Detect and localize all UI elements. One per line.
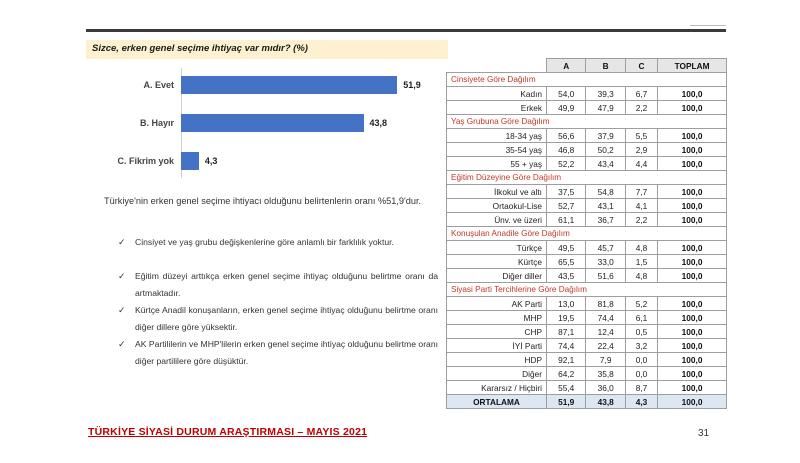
report-title: TÜRKİYE SİYASİ DURUM ARAŞTIRMASI – MAYIS 2021 (88, 426, 368, 438)
section-title: Siyasi Parti Tercihlerine Göre Dağılım (447, 283, 727, 297)
cell-a: 43,5 (547, 269, 586, 283)
row-label: Erkek (447, 101, 547, 115)
cell-a: 64,2 (547, 367, 586, 381)
cell-b: 74,4 (586, 311, 625, 325)
cell-c: 4,1 (625, 199, 657, 213)
table-row (447, 339, 727, 353)
header-b: B (586, 59, 625, 73)
header-tail (690, 25, 726, 29)
row-label: Ortaokul-Lise (447, 199, 547, 213)
cell-c: 6,1 (625, 311, 657, 325)
row-label: HDP (447, 353, 547, 367)
breakdown-table (446, 58, 727, 409)
table-header-row (447, 59, 727, 73)
cell-b: 50,2 (586, 143, 625, 157)
row-label: MHP (447, 311, 547, 325)
question-box (86, 40, 448, 59)
findings-list (118, 234, 438, 370)
bar-category-label: A. Evet (143, 80, 174, 90)
top-rule (86, 29, 726, 32)
bar (181, 114, 364, 132)
cell-c: 0,0 (625, 353, 657, 367)
row-label: AK Parti (447, 297, 547, 311)
bar-category-label: C. Fikrim yok (117, 156, 174, 166)
cell-a: 46,8 (547, 143, 586, 157)
table-row (447, 367, 727, 381)
cell-a: 49,9 (547, 101, 586, 115)
finding-text: Cinsiyet ve yaş grubu değişkenlerine göre anlamlı bir farklılık yoktur. (135, 237, 394, 247)
cell-b: 43,1 (586, 199, 625, 213)
cell-a: 55,4 (547, 381, 586, 395)
table-row (447, 325, 727, 339)
bar-value-label: 4,3 (204, 156, 218, 166)
finding-item (118, 302, 438, 336)
finding-text: AK Partililerin ve MHP'lilerin erken genel seçime ihtiyaç olduğunu belirtme oranı diğer partililere göre düşüktür. (135, 339, 438, 366)
section-row (447, 73, 727, 87)
cell-b: 37,9 (586, 129, 625, 143)
cell-a: 19,5 (547, 311, 586, 325)
cell-a: 49,5 (547, 241, 586, 255)
finding-text: Eğitim düzeyi arttıkça erken genel seçime ihtiyaç olduğunu belirtme oranı da artmaktadır. (135, 271, 438, 298)
cell-total: 100,0 (658, 297, 727, 311)
page-number: 31 (698, 428, 710, 439)
table-row (447, 87, 727, 101)
cell-a: 56,6 (547, 129, 586, 143)
cell-total: 100,0 (658, 367, 727, 381)
cell-c: 0,0 (625, 367, 657, 381)
cell-c: 7,7 (625, 185, 657, 199)
cell-b: 39,3 (586, 87, 625, 101)
table-row (447, 241, 727, 255)
section-title: Konuşulan Anadile Göre Dağılım (447, 227, 727, 241)
row-label: Kadın (447, 87, 547, 101)
cell-a: 74,4 (547, 339, 586, 353)
cell-b: 7,9 (586, 353, 625, 367)
table-row (447, 213, 727, 227)
cell-total: 100,0 (658, 199, 727, 213)
cell-c: 3,2 (625, 339, 657, 353)
header-total: TOPLAM (658, 59, 727, 73)
cell-c: 8,7 (625, 381, 657, 395)
cell-total: 100,0 (658, 241, 727, 255)
cell-b: 81,8 (586, 297, 625, 311)
row-label: Türkçe (447, 241, 547, 255)
cell-b: 54,8 (586, 185, 625, 199)
cell-total: 100,0 (658, 101, 727, 115)
summary-text: Türkiye'nin erken genel seçime ihtiyacı olduğunu belirtenlerin oranı %51,9'dur. (104, 196, 422, 206)
section-row (447, 283, 727, 297)
table-row (447, 157, 727, 171)
average-row (447, 395, 727, 409)
cell-total: 100,0 (658, 311, 727, 325)
table-row (447, 269, 727, 283)
row-label: 18-34 yaş (447, 129, 547, 143)
cell-b: 51,6 (586, 269, 625, 283)
table-row (447, 311, 727, 325)
cell-b: 35,8 (586, 367, 625, 381)
cell-a: 37,5 (547, 185, 586, 199)
cell-c: 5,2 (625, 297, 657, 311)
average-c: 4,3 (625, 395, 657, 409)
cell-a: 65,5 (547, 255, 586, 269)
header-c: C (625, 59, 657, 73)
header-blank (447, 59, 547, 73)
table-row (447, 381, 727, 395)
question-title: Sizce, erken genel seçime ihtiyaç var mıdır? (%) (92, 43, 308, 54)
row-label: İYİ Parti (447, 339, 547, 353)
section-row (447, 171, 727, 185)
table-row (447, 255, 727, 269)
bar-category-label: B. Hayır (139, 118, 174, 128)
cell-total: 100,0 (658, 213, 727, 227)
cell-a: 13,0 (547, 297, 586, 311)
cell-a: 52,7 (547, 199, 586, 213)
row-label: Kürtçe (447, 255, 547, 269)
table-row (447, 199, 727, 213)
cell-total: 100,0 (658, 87, 727, 101)
section-title: Cinsiyete Göre Dağılım (447, 73, 727, 87)
row-label: Kararsız / Hiçbiri (447, 381, 547, 395)
cell-total: 100,0 (658, 157, 727, 171)
check-icon: ✓ (118, 305, 126, 315)
bar (181, 152, 199, 170)
cell-total: 100,0 (658, 381, 727, 395)
row-label: 35-54 yaş (447, 143, 547, 157)
section-title: Eğitim Düzeyine Göre Dağılım (447, 171, 727, 185)
finding-item (118, 336, 438, 370)
cell-a: 92,1 (547, 353, 586, 367)
finding-item (118, 268, 438, 302)
cell-a: 54,0 (547, 87, 586, 101)
cell-c: 0,5 (625, 325, 657, 339)
row-label: Ünv. ve üzeri (447, 213, 547, 227)
table-row (447, 101, 727, 115)
cell-a: 87,1 (547, 325, 586, 339)
average-label: ORTALAMA (447, 395, 547, 409)
cell-c: 1,5 (625, 255, 657, 269)
check-icon: ✓ (118, 339, 126, 349)
section-title: Yaş Grubuna Göre Dağılım (447, 115, 727, 129)
cell-c: 2,2 (625, 101, 657, 115)
cell-c: 2,9 (625, 143, 657, 157)
cell-b: 33,0 (586, 255, 625, 269)
cell-b: 22,4 (586, 339, 625, 353)
cell-total: 100,0 (658, 339, 727, 353)
cell-c: 2,2 (625, 213, 657, 227)
cell-c: 4,4 (625, 157, 657, 171)
table-row (447, 129, 727, 143)
cell-total: 100,0 (658, 185, 727, 199)
cell-b: 12,4 (586, 325, 625, 339)
finding-text: Kürtçe Anadil konuşanların, erken genel seçime ihtiyaç olduğunu belirtme oranı diğer dillere göre yüksektir. (135, 305, 438, 332)
cell-total: 100,0 (658, 255, 727, 269)
cell-a: 61,1 (547, 213, 586, 227)
check-icon: ✓ (118, 237, 126, 247)
row-label: 55 + yaş (447, 157, 547, 171)
check-icon: ✓ (118, 271, 126, 281)
cell-total: 100,0 (658, 143, 727, 157)
table-row (447, 297, 727, 311)
cell-total: 100,0 (658, 325, 727, 339)
finding-item (118, 234, 438, 268)
cell-total: 100,0 (658, 269, 727, 283)
row-label: Diğer (447, 367, 547, 381)
cell-b: 36,0 (586, 381, 625, 395)
row-label: CHP (447, 325, 547, 339)
cell-b: 45,7 (586, 241, 625, 255)
row-label: Diğer diller (447, 269, 547, 283)
cell-c: 4,8 (625, 241, 657, 255)
bar-value-label: 51,9 (403, 80, 421, 90)
row-label: İlkokul ve altı (447, 185, 547, 199)
table-row (447, 143, 727, 157)
average-a: 51,9 (547, 395, 586, 409)
header-a: A (547, 59, 586, 73)
average-total: 100,0 (658, 395, 727, 409)
cell-total: 100,0 (658, 129, 727, 143)
section-row (447, 227, 727, 241)
table-row (447, 353, 727, 367)
cell-b: 47,9 (586, 101, 625, 115)
table-row (447, 185, 727, 199)
cell-total: 100,0 (658, 353, 727, 367)
bar-chart (86, 64, 436, 182)
cell-c: 6,7 (625, 87, 657, 101)
cell-a: 52,2 (547, 157, 586, 171)
section-row (447, 115, 727, 129)
cell-b: 36,7 (586, 213, 625, 227)
cell-c: 5,5 (625, 129, 657, 143)
average-b: 43,8 (586, 395, 625, 409)
bar-value-label: 43,8 (369, 118, 388, 128)
cell-b: 43,4 (586, 157, 625, 171)
bar (181, 76, 397, 94)
cell-c: 4,8 (625, 269, 657, 283)
